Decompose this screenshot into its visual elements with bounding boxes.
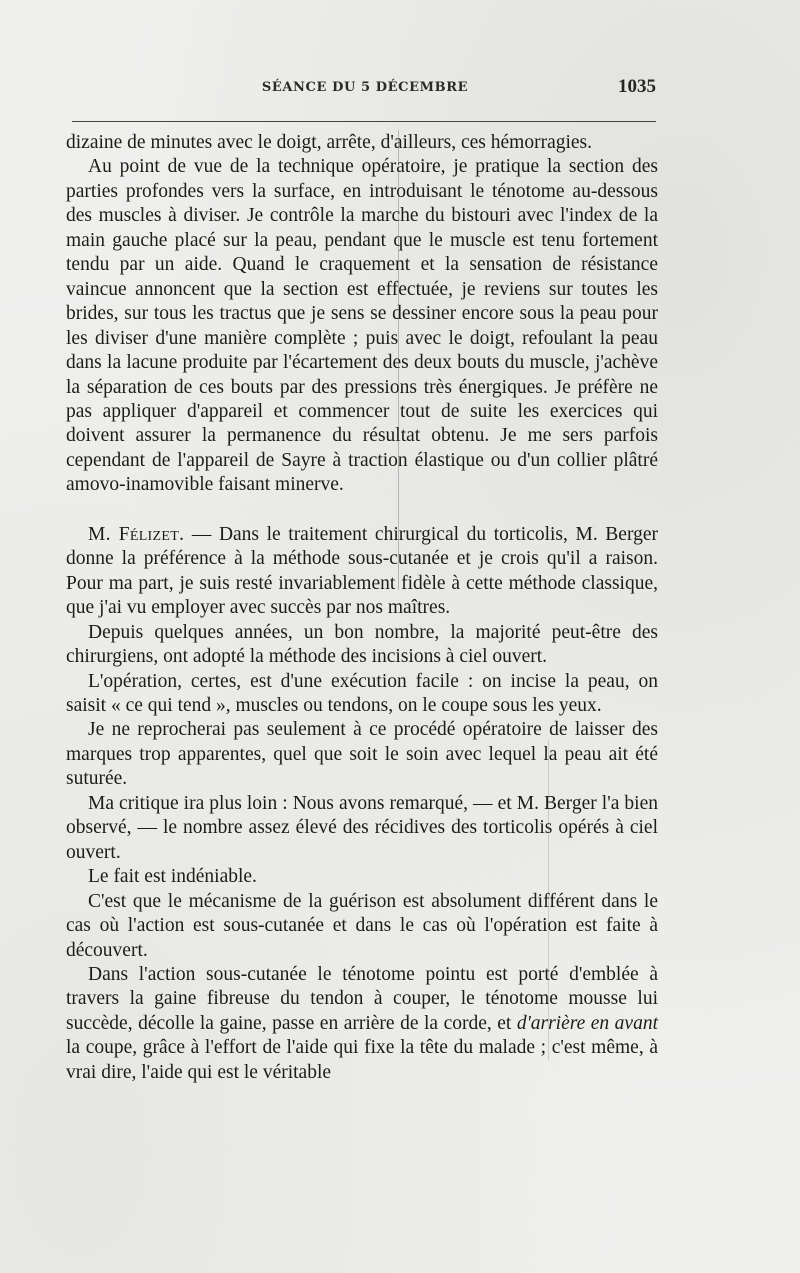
- paragraph-incisions: Depuis quelques années, un bon nombre, la majorité peut-être des chirurgiens, ont adopté la méthode des incisions à ciel ouvert.: [66, 621, 658, 668]
- paragraph-action-text-a: Dans l'action sous-cutanée le ténotome pointu est porté d'emblée à travers la gaine fibreuse du tendon à couper, le ténotome mousse lui succède, décolle la gaine, passe en arrière de la corde, et: [66, 963, 658, 1034]
- running-title: SÉANCE DU 5 DÉCEMBRE: [261, 80, 469, 95]
- speaker-name: M. Félizet.: [88, 523, 185, 545]
- paragraph-operation: L'opération, certes, est d'une exécution facile : on incise la peau, on saisit « ce qui tend », muscles ou tendons, on le coupe sous les yeux.: [66, 670, 658, 716]
- paragraph-reproche: Je ne reprocherai pas seulement à ce procédé opératoire de laisser des marques trop apparentes, quel que soit le soin avec lequel la peau ait été suturée.: [66, 719, 658, 790]
- paragraph-action-lead: d': [516, 1012, 531, 1034]
- paper-crease: [398, 130, 399, 590]
- paragraph-continuation: dizaine de minutes avec le doigt, arrête, d'ailleurs, ces hémorragies.: [66, 132, 593, 153]
- running-head: [70, 76, 660, 102]
- paragraph-fait: Le fait est indéniable.: [88, 866, 257, 888]
- paragraph-felizet-text: Dans le traitement chirurgical du torticolis, M. Berger donne la préférence à la méthode sous-cutanée et je crois qu'il a raison. Pour ma part, je suis resté invariablement fidèle à cette méthode classique, que j'ai vu employer avec succès par nos maîtres.: [66, 523, 658, 619]
- paragraph-felizet-intro: [66, 523, 658, 621]
- header-rule: [72, 121, 656, 122]
- page-number: 1035: [618, 76, 656, 97]
- section-gap: [66, 498, 658, 523]
- paragraph-action-text-b: la coupe, grâce à l'effort de l'aide qui fixe la tête du malade ; c'est même, à vrai dire, l'aide qui est le véritable: [66, 1037, 658, 1083]
- paragraph-technique: Au point de vue de la technique opératoire, je pratique la section des parties profondes vers la surface, en introduisant le ténotome au-dessous des muscles à diviser. Je contrôle la marche du bistouri avec l'index de la main gauche placé sur la peau, pendant que le muscle est tenu fortement tendu par un aide. Quand le craquement et la sensation de résistance vaincue annoncent que la section est effectuée, je reviens sur toutes les brides, sur tous les tractus que je sens se dessiner encore sous la peau pour les diviser d'une manière complète ; puis avec le doigt, refoulant la peau dans la lacune produite par l'écartement des deux bouts du muscle, j'achève la séparation de ces bouts par des pressions très énergiques. Je préfère ne pas appliquer d'appareil et commencer tout de suite les exercices qui doivent assurer la permanence du résultat obtenu. Je me sers parfois cependant de l'appareil de Sayre à traction élastique ou d'un collier plâtré amovo-inamovible faisant minerve.: [66, 156, 658, 496]
- paragraph-critique: Ma critique ira plus loin : Nous avons remarqué, — et M. Berger l'a bien observé, — le nombre assez élevé des récidives des torticolis opérés à ciel ouvert.: [66, 792, 658, 863]
- paragraph-action-emphasis: [517, 1013, 658, 1034]
- body-text: [66, 131, 658, 1085]
- paper-crease-lower: [548, 740, 549, 1060]
- paragraph-mecanisme: C'est que le mécanisme de la guérison est absolument différent dans le cas où l'action est sous-cutanée et dans le cas où l'opération est faite à découvert.: [66, 890, 658, 961]
- paragraph-action-sous-cutanee: [66, 963, 658, 1085]
- paragraph-action-italic: arrière en avant: [530, 1012, 659, 1034]
- speaker-dash: —: [184, 523, 219, 545]
